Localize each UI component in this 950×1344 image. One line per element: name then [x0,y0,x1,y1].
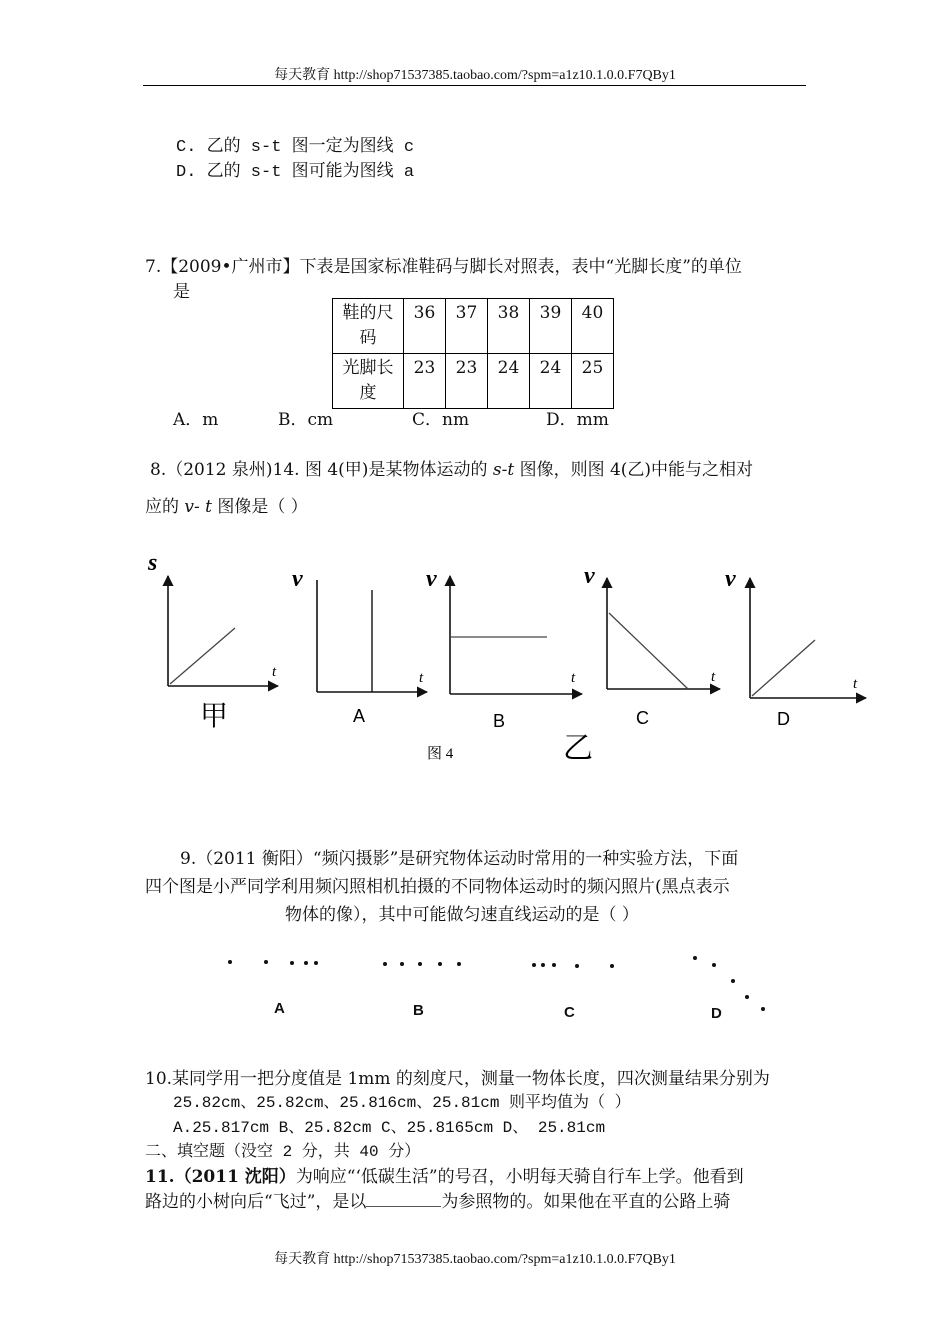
graph-label-c: C [636,708,649,728]
axis-label-t: t [571,670,576,686]
table-cell: 40 [572,299,614,354]
axis-label-v: v [725,566,736,592]
shoe-size-table [332,298,614,409]
table-cell: 23 [446,354,488,409]
table-cell: 38 [488,299,530,354]
q10-options: A.25.817cm B、25.82cm C、25.8165cm D、 25.81cm [173,1119,606,1137]
q8-var: s-t [492,460,515,480]
q9-stem-line1: 9.（2011 衡阳）“频闪摄影”是研究物体运动时常用的一种实验方法，下面 [180,849,739,869]
table-cell: 24 [530,354,572,409]
table-row [333,354,614,409]
axis-label-t: t [853,676,858,692]
q11-stem-line2 [145,1187,730,1212]
q11-stem-line1 [145,1162,744,1187]
table-row-header: 鞋的尺码 [333,299,404,354]
strobe-photos [0,940,950,1030]
table-cell: 25 [572,354,614,409]
graph-line [609,613,688,689]
axis-label-t: t [419,670,424,686]
graph-d [725,566,866,729]
q6-option-c: C. 乙的 s-t 图一定为图线 c [176,138,415,157]
header-rule [143,85,806,86]
graph-label-a: A [353,706,366,726]
q8-text: 图像，则图 4(乙)中能与之相对 [514,460,754,480]
q7-stem-line2: 是 [173,282,190,302]
q11-text: 为参照物的。如果他在平直的公路上骑 [441,1192,731,1212]
dot [532,963,536,967]
axis-label-v: v [584,563,595,589]
answer-blank[interactable] [366,1192,441,1207]
table-cell: 36 [404,299,446,354]
graph-label-b: B [493,711,506,731]
q7-option-c: C．nm [412,410,470,430]
q6-option-d: D. 乙的 s-t 图可能为图线 a [176,163,415,182]
table-cell: 23 [404,354,446,409]
dot [610,964,614,968]
dot [418,962,422,966]
dot [575,964,579,968]
q8-text: 图像是（ ） [212,497,308,517]
photo-label-c: C [564,1004,575,1021]
dot [541,963,545,967]
axis-label-v: v [292,566,303,592]
q7-stem-line1: 7.【2009•广州市】下表是国家标准鞋码与脚长对照表，表中“光脚长度”的单位 [145,257,742,277]
q7-option-b: B．cm [278,410,334,430]
dot [290,961,294,965]
q9-stem-line3: 物体的像），其中可能做匀速直线运动的是（ ） [285,905,639,925]
page-footer: 每天教育 http://shop71537385.taobao.com/?spm=a1z10.1.0.0.F7QBy1 [274,1252,676,1267]
page-header: 每天教育 http://shop71537385.taobao.com/?spm=a1z10.1.0.0.F7QBy1 [274,68,676,83]
figure-4-graphs [0,540,950,780]
graph-c [584,563,720,728]
q11-text: 路边的小树向后“飞过”，是以 [145,1192,367,1212]
axis-label-s: s [148,550,158,576]
dot [745,995,749,999]
q11-number: 11. [145,1167,175,1187]
q8-var: v- t [184,497,212,517]
table-row-header: 光脚长度 [333,354,404,409]
q7-option-d: D．mm [546,410,609,430]
graph-line [170,628,235,684]
q7-option-a: A．m [173,410,219,430]
q8-text: 8.（2012 泉州)14. 图 4(甲)是某物体运动的 [150,460,493,480]
axis-label-v: v [426,566,437,592]
table-row [333,299,614,354]
table-cell: 37 [446,299,488,354]
photo-label-a: A [274,1000,285,1017]
graph-jia [147,550,278,732]
dot [438,962,442,966]
section-title: 二、填空题（没空 2 分，共 40 分） [145,1143,421,1161]
table-cell: 24 [488,354,530,409]
axis-label-t: t [711,669,716,685]
graph-line [752,640,815,696]
dot [314,961,318,965]
photo-label-d: D [711,1005,722,1022]
q8-text: 应的 [145,497,185,517]
q8-stem-line2 [145,492,308,517]
figure-label-yi: 乙 [563,731,593,766]
dot [552,963,556,967]
dot [304,961,308,965]
graph-label-d: D [777,709,790,729]
q8-stem-line1 [150,455,753,480]
dot [457,962,461,966]
dot [761,1007,765,1011]
photo-label-b: B [413,1002,424,1019]
figure-caption: 图 4 [427,746,454,762]
dot [693,956,697,960]
graph-label-jia: 甲 [200,699,229,732]
q10-stem-line2: 25.82cm、25.82cm、25.816cm、25.81cm 则平均值为（ ） [173,1094,631,1112]
q11-text: 为响应“‘低碳生活”的号召，小明每天骑自行车上学。他看到 [295,1167,744,1187]
dot [228,960,232,964]
axis-label-t: t [272,664,277,680]
graph-b [426,566,582,731]
graph-a [292,566,427,726]
dot [712,963,716,967]
q10-stem-line1: 10.某同学用一把分度值是 1mm 的刻度尺，测量一物体长度，四次测量结果分别为 [145,1069,770,1089]
q11-source: （2011 沈阳） [174,1167,296,1187]
table-cell: 39 [530,299,572,354]
dot [383,962,387,966]
dot [264,960,268,964]
q9-stem-line2: 四个图是小严同学利用频闪照相机拍摄的不同物体运动时的频闪照片(黑点表示 [145,877,730,897]
dot [400,962,404,966]
dot [731,979,735,983]
